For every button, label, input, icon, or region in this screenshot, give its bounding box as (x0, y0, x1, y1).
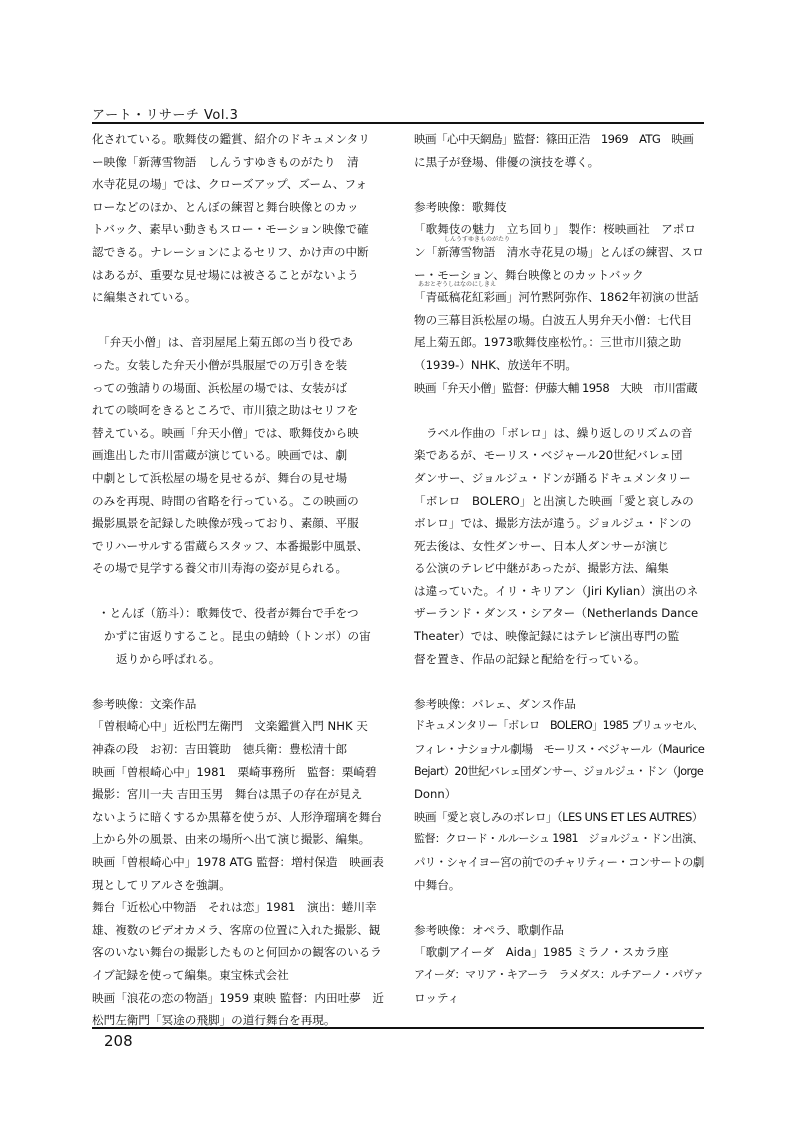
reference-list (414, 919, 704, 1009)
text-line: 撮影：宮川一夫 吉田玉男 舞台は黒子の存在が見え (92, 787, 363, 802)
text-line: 松門左衛門「冥途の飛脚」の道行舞台を再現。 (92, 1013, 336, 1028)
paragraph (92, 128, 388, 309)
text-line: 撮影風景を記録した映像が残っており、素顔、平服 (92, 516, 359, 531)
text-line: 映画「心中天網島」監督：篠田正浩 1969 ATG 映画 (414, 132, 694, 146)
text-line: トバック、素早い動きもスロー・モーション映像で確 (92, 222, 369, 237)
text-line: （1939-）NHK、放送年不明。 (414, 357, 578, 372)
spacer (414, 670, 704, 693)
spacer (92, 580, 388, 603)
text-line: アイーダ：マリア・キアーラ ラメダス：ルチアーノ・パヴァ (414, 967, 704, 981)
furigana: あおとぞうしはなのにしきえ (418, 281, 497, 289)
text-line: に編集されている。 (92, 290, 197, 305)
text-line: 現としてリアルさを強調。 (92, 877, 231, 892)
text-line: っての強請りの場面、浜松屋の場では、女装がば (92, 380, 348, 395)
text-line: ー映像「新薄雪物語 しんうすゆきものがたり 清 (92, 154, 359, 169)
text-line: パリ・シャイヨー宮の前でのチャリティー・コンサートの劇 (414, 855, 704, 869)
text-line: 中劇として浜松屋の場を見せるが、舞台の見せ場 (92, 470, 348, 485)
text-line: 舞台「近松心中物語 それは恋」1981 演出：蜷川幸 (92, 900, 377, 915)
text-line: る公演のテレビ中継があったが、撮影方法、編集 (414, 561, 669, 576)
page-number: 208 (104, 1032, 133, 1050)
text-line: 「青砥稿花紅彩画」河竹黙阿弥作、1862年初演の世話 (414, 290, 699, 305)
right-column (414, 128, 704, 1009)
text-line: ザーランド・ダンス・シアター（Netherlands Dance (414, 606, 699, 621)
text-line: 督を置き、作品の記録と配給を行っている。 (414, 651, 646, 666)
text-line: ラベル作曲の「ボレロ」は、繰り返しのリズムの音 (426, 425, 693, 440)
text-line: ないように暗くするか黒幕を使うが、人形浄瑠璃を舞台 (92, 809, 382, 824)
text-line: でリハーサルする雷蔵らスタッフ、本番撮影中風景、 (92, 538, 369, 553)
text-line: ボレロ」では、撮影方法が違う。ジョルジュ・ドンの (414, 516, 692, 531)
text-line: Bejart）20世紀バレェ団ダンサー、ジョルジュ・ドン（Jorge (414, 764, 704, 778)
section-heading: 参考映像：歌舞伎 (414, 199, 507, 214)
text-line: 物の三幕目浜松屋の場。白波五人男弁天小僧：七代目 (414, 312, 693, 327)
text-line: 水寺花見の場」では、クローズアップ、ズーム、フォ (92, 177, 368, 192)
text-line: かずに宙返りすること。昆虫の蜻蛉（トンボ）の宙 (104, 629, 371, 644)
footnote (92, 602, 388, 670)
paragraph (92, 331, 388, 580)
text-line: 「歌劇アイーダ Aida」1985 ミラノ・スカラ座 (414, 945, 669, 960)
furigana: しんうすゆきものがたり (444, 235, 511, 243)
section-heading: 参考映像：オペラ、歌劇作品 (414, 922, 564, 937)
text-line: ・とんぼ（筋斗）：歌舞伎で、役者が舞台で手をつ (98, 606, 359, 621)
text-line: ロッティ (414, 990, 460, 1005)
text-line: 画進出した市川雷蔵が演じている。映画では、劇 (92, 448, 348, 463)
running-header: アート・リサーチ Vol.3 (92, 108, 239, 123)
text-line: 映画「曽根崎心中」1981 栗崎事務所 監督：栗崎碧 (92, 764, 377, 779)
text-line: 楽であるが、モーリス・ベジャール20世紀バレェ団 (414, 448, 683, 463)
text-line: れての啖呵をきるところで、市川猿之助はセリフを (92, 403, 359, 418)
text-line: 監督：クロード・ルルーシュ 1981 ジョルジュ・ドン出演、 (414, 832, 703, 846)
text-line: った。女装した弁天小僧が呉服屋での万引きを装 (92, 357, 348, 372)
text-line: 替えている。映画「弁天小僧」では、歌舞伎から映 (92, 425, 359, 440)
text-line: ダンサー、ジョルジュ・ドンが踊るドキュメンタリー (414, 470, 691, 485)
section-heading: 参考映像：文楽作品 (92, 696, 197, 711)
header-divider (92, 122, 704, 124)
text-line: 神森の段 お初：吉田簑助 徳兵衛：豊松清十郎 (92, 742, 348, 757)
spacer (414, 399, 704, 422)
text-line: 上から外の風景、由来の場所へ出て演じ撮影、編集。 (92, 832, 371, 847)
text-line: イブ記録を使って編集。東宝株式会社 (92, 967, 289, 982)
text-line: 映画「弁天小僧」監督：伊藤大輔 1958 大映 市川雷蔵 (414, 380, 698, 395)
text-line: はあるが、重要な見せ場には被さることがないよう (92, 267, 359, 282)
spacer (414, 896, 704, 919)
text-line: 映画「曽根崎心中」1978 ATG 監督：増村保造 映画表 (92, 855, 384, 869)
text-line: 「歌舞伎の魅力 立ち回り」 製作：桜映画社 アポロ (414, 222, 696, 237)
left-column (92, 128, 388, 1032)
text-line: 死去後は、女性ダンサー、日本人ダンサーが演じ (414, 538, 669, 553)
text-line: 映画「愛と哀しみのボレロ」（LES UNS ET LES AUTRES） (414, 809, 703, 824)
text-line: 「曽根崎心中」近松門左衛門 文楽鑑賞入門 NHK 天 (92, 719, 368, 734)
section-heading: 参考映像：バレェ、ダンス作品 (414, 696, 576, 711)
text-line: ドキュメンタリー「ボレロ BOLERO」1985 ブリュッセル、 (414, 719, 704, 733)
paragraph (414, 422, 704, 671)
spacer (92, 309, 388, 332)
reference-list (414, 693, 704, 896)
footer-divider (92, 1027, 704, 1029)
reference-list (92, 693, 388, 1032)
text-line: 返りから呼ばれる。 (116, 651, 221, 666)
text-line: 「ボレロ BOLERO」と出演した映画「愛と哀しみの (414, 493, 694, 508)
text-line: 尾上菊五郎。1973歌舞伎座松竹。：三世市川猿之助 (414, 335, 682, 350)
text-line: 中舞台。 (414, 877, 461, 892)
reference-list (414, 128, 704, 173)
text-line: フィレ・ナショナル劇場 モーリス・ベジャール（Maurice (414, 742, 705, 757)
spacer (414, 173, 704, 196)
spacer (92, 670, 388, 693)
text-line: 客のいない舞台の撮影したものと何回かの観客のいるラ (92, 945, 382, 960)
text-line: に黒子が登場、俳優の演技を導く。 (414, 154, 600, 169)
text-line: 雄、複数のビデオカメラ、客席の位置に入れた撮影、観 (92, 922, 381, 937)
text-line: Donn） (414, 787, 457, 802)
text-line: 化されている。歌舞伎の鑑賞、紹介のドキュメンタリ (92, 132, 370, 146)
text-line: 映画「浪花の恋の物語」1959 東映 監督：内田吐夢 近 (92, 990, 384, 1005)
text-line: その場で見学する養父市川寿海の姿が見られる。 (92, 561, 348, 576)
text-line: ローなどのほか、とんぼの練習と舞台映像とのカッ (92, 199, 359, 214)
text-line: 認できる。ナレーションによるセリフ、かけ声の中断 (92, 244, 369, 259)
text-line: は違っていた。イリ・キリアン（Jiri Kylian）演出のネ (414, 583, 699, 598)
text-line: のみを再現、時間の省略を行っている。この映画の (92, 493, 359, 508)
text-line: ー・モーション、舞台映像とのカットバック (414, 267, 644, 282)
text-line: 「弁天小僧」は、音羽屋尾上菊五郎の当り役であ (98, 335, 354, 350)
text-line: ン「新薄雪物語 清水寺花見の場」とんぼの練習、スロ (414, 244, 704, 259)
reference-list (414, 196, 704, 399)
text-line: Theater）では、映像記録にはテレビ演出専門の監 (414, 629, 680, 644)
